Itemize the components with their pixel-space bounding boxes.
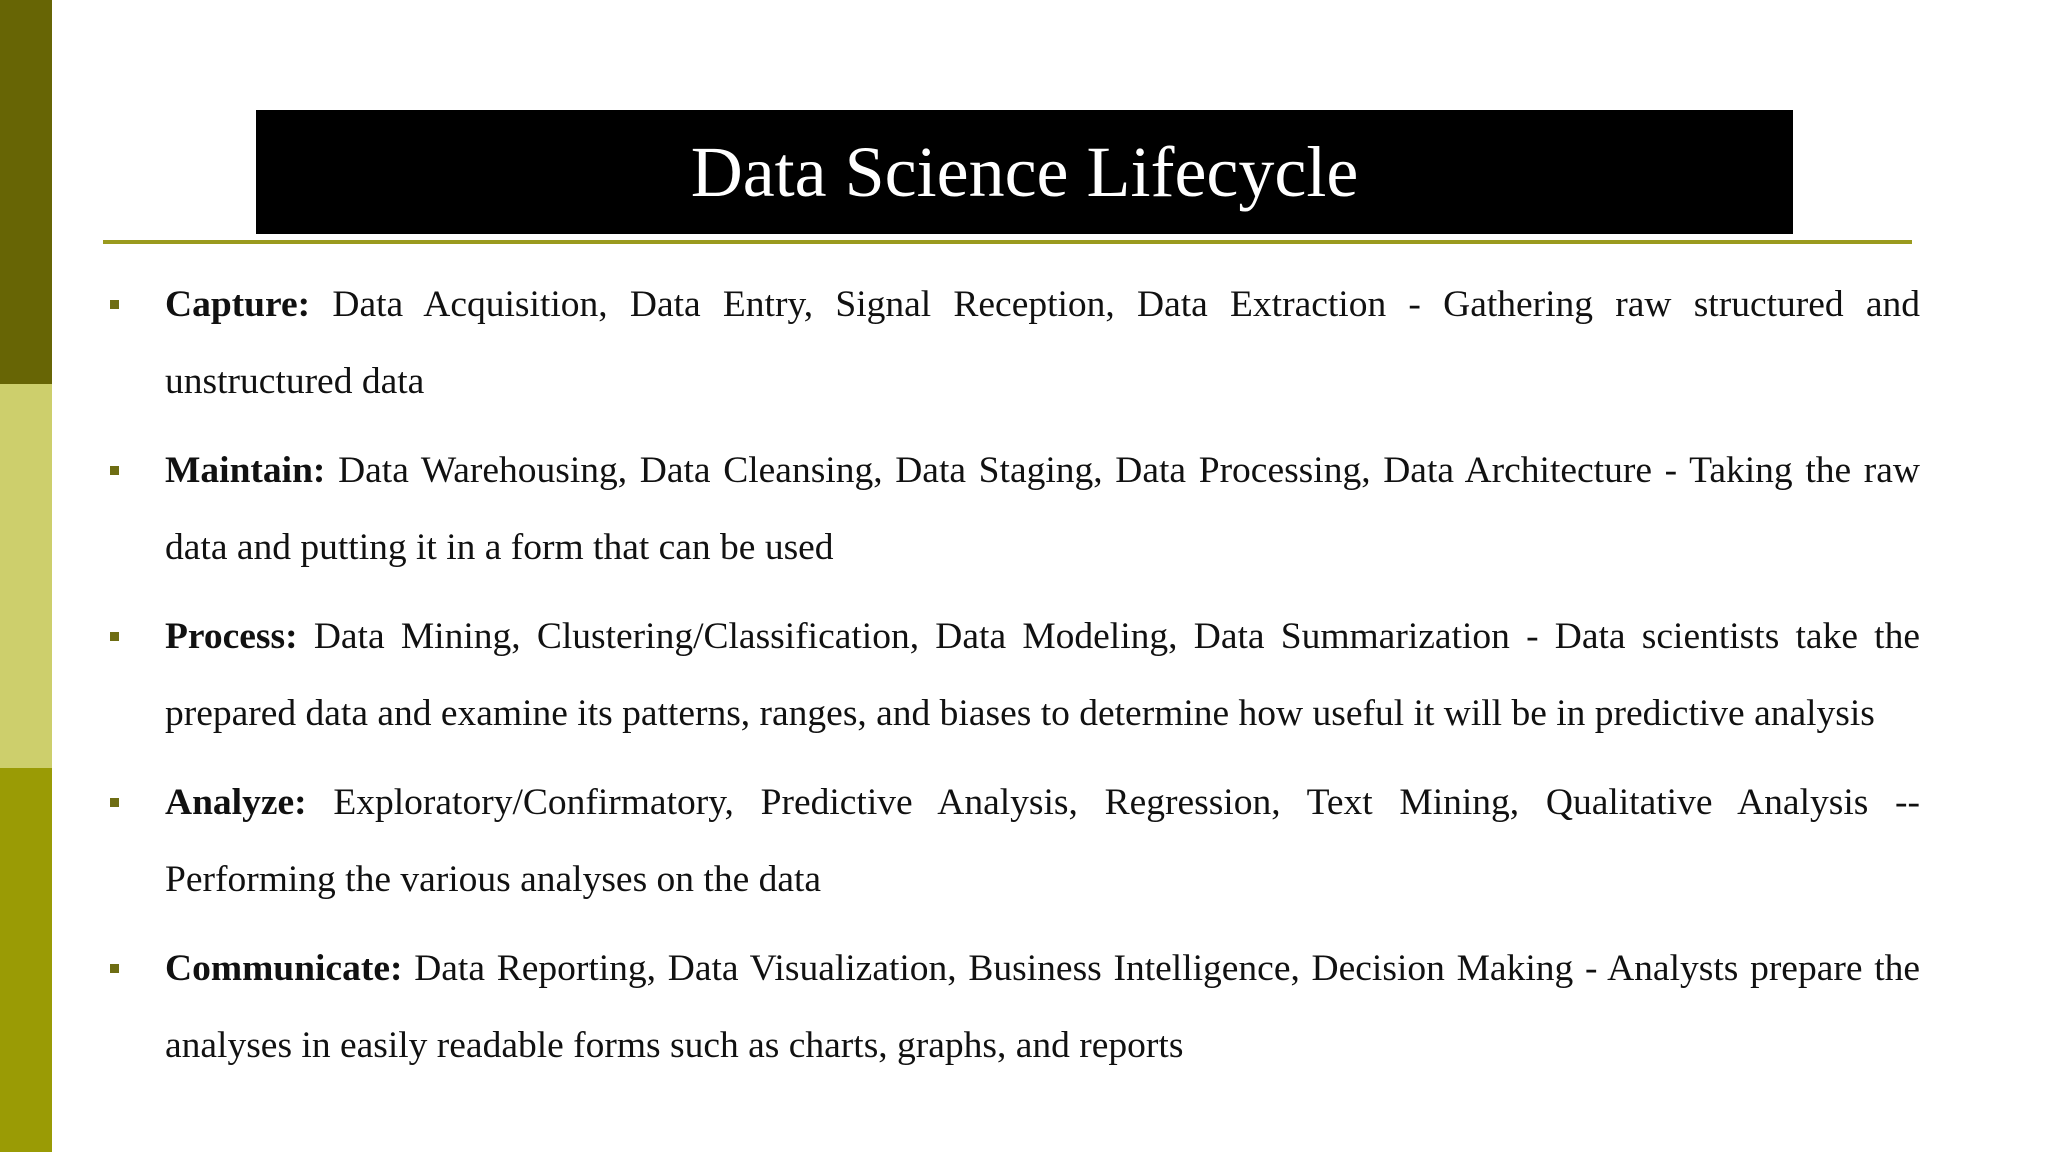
list-item bbox=[103, 930, 1920, 1084]
list-item-term: Communicate: bbox=[165, 948, 403, 989]
square-bullet-icon bbox=[103, 930, 165, 1007]
bullet-list bbox=[103, 266, 1920, 1096]
sidebar-accent bbox=[0, 0, 52, 1152]
list-item-text bbox=[165, 598, 1920, 752]
list-item bbox=[103, 432, 1920, 586]
list-item bbox=[103, 598, 1920, 752]
list-item-term: Capture: bbox=[165, 284, 311, 325]
list-item-term: Process: bbox=[165, 616, 298, 657]
square-bullet-icon bbox=[103, 432, 165, 509]
square-bullet-icon bbox=[103, 764, 165, 841]
sidebar-accent-middle bbox=[0, 384, 52, 768]
title-underline-divider bbox=[103, 240, 1912, 244]
list-item-description: Exploratory/Confirmatory, Predictive Analysis, Regression, Text Mining, Qualitative Analysis -- Performing the various analyses on the data bbox=[165, 782, 1920, 900]
sidebar-accent-bottom bbox=[0, 768, 52, 1152]
list-item-description: Data Mining, Clustering/Classification, Data Modeling, Data Summarization - Data scientists take the prepared data and examine its patterns, ranges, and biases to determine how useful it will be in predictive analysis bbox=[165, 616, 1920, 734]
list-item-term: Analyze: bbox=[165, 782, 307, 823]
list-item-description: Data Acquisition, Data Entry, Signal Reception, Data Extraction - Gathering raw structured and unstructured data bbox=[165, 284, 1920, 402]
list-item-description: Data Reporting, Data Visualization, Business Intelligence, Decision Making - Analysts prepare the analyses in easily readable forms such as charts, graphs, and reports bbox=[165, 948, 1921, 1066]
list-item bbox=[103, 764, 1920, 918]
square-bullet-icon bbox=[103, 266, 165, 343]
slide-title: Data Science Lifecycle bbox=[690, 132, 1359, 212]
list-item-term: Maintain: bbox=[165, 450, 326, 491]
list-item-description: Data Warehousing, Data Cleansing, Data Staging, Data Processing, Data Architecture - Taking the raw data and putting it in a form that can be used bbox=[165, 450, 1921, 568]
list-item-text bbox=[165, 930, 1920, 1084]
list-item-text bbox=[165, 764, 1920, 918]
title-bar bbox=[256, 110, 1793, 234]
list-item-text bbox=[165, 266, 1920, 420]
list-item-text bbox=[165, 432, 1920, 586]
square-bullet-icon bbox=[103, 598, 165, 675]
sidebar-accent-top bbox=[0, 0, 52, 384]
list-item bbox=[103, 266, 1920, 420]
